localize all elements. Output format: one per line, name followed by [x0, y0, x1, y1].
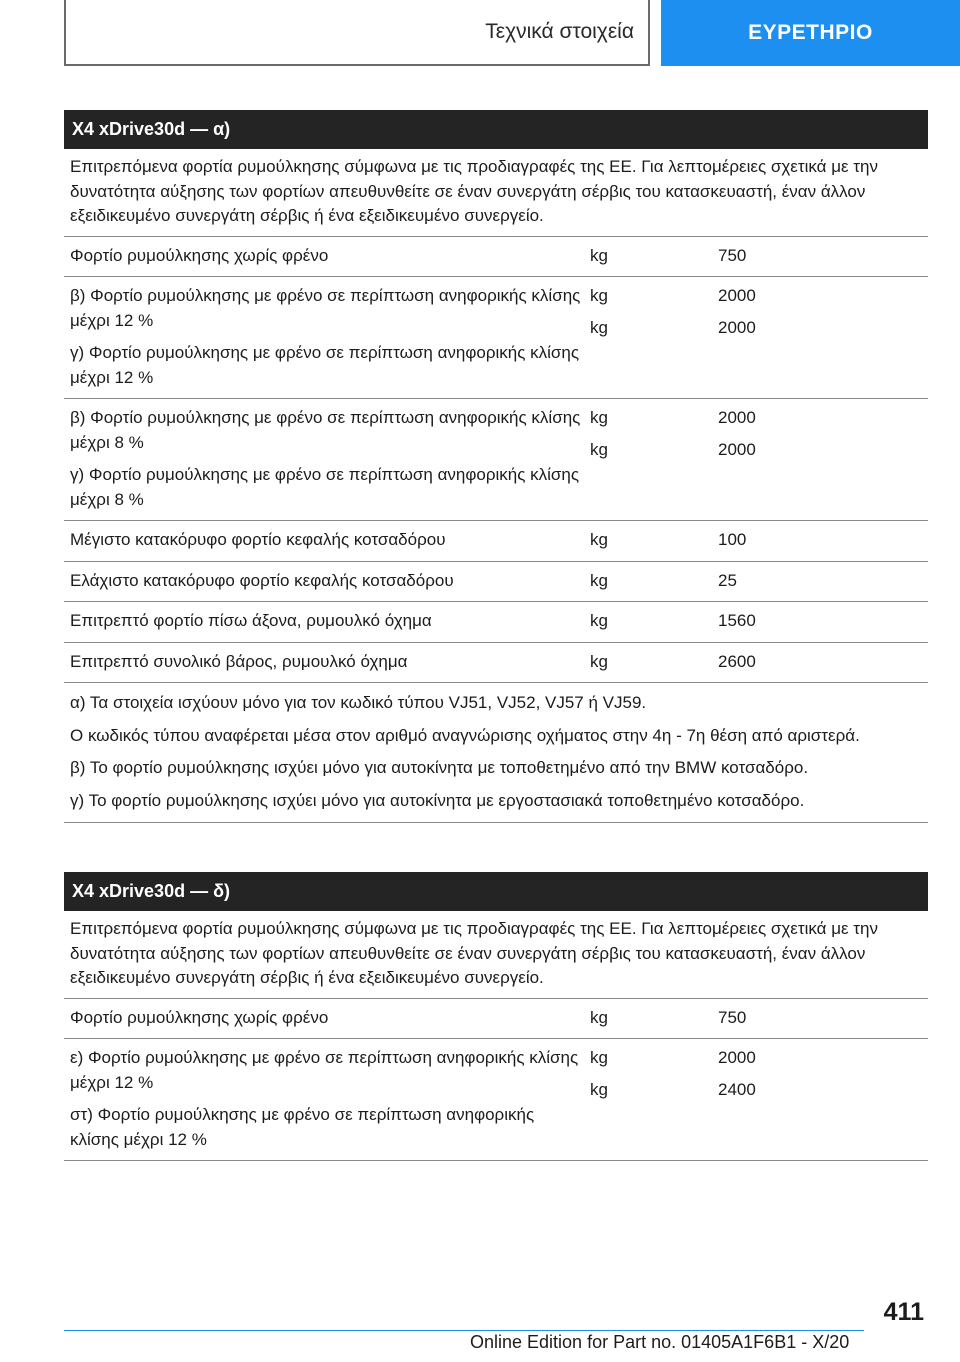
row-label	[64, 277, 584, 398]
row-unit-line: kg	[590, 318, 608, 337]
page-number: 411	[883, 1298, 924, 1326]
row-unit-line: kg	[590, 440, 608, 459]
row-unit: kg	[590, 651, 608, 671]
row-label: Επιτρεπτό συνολικό βάρος, ρυμουλκό όχημα	[70, 651, 408, 671]
row-label-line: ε) Φορτίο ρυμούλκησης με φρένο σε περίπτωση ανηφορικής κλίσης μέχρι 12 %	[70, 1048, 579, 1092]
row-value-line: 2400	[718, 1080, 756, 1099]
row-label: Μέγιστο κατακόρυφο φορτίο κεφαλής κοτσαδόρου	[70, 530, 446, 549]
row-value: 100	[718, 530, 747, 549]
tab-technical-data[interactable]: Τεχνικά στοιχεία	[64, 0, 650, 66]
footnote: β) Το φορτίο ρυμούλκησης ισχύει μόνο για αυτοκίνητα με τοποθετημένο από την BMW κοτσαδόρο.	[70, 758, 809, 777]
row-label	[64, 399, 584, 520]
footer-divider	[64, 1330, 864, 1331]
row-label-line: β) Φορτίο ρυμούλκησης με φρένο σε περίπτωση ανηφορικής κλίσης μέχρι 12 %	[70, 286, 581, 330]
row-label-line: γ) Φορτίο ρυμούλκησης με φρένο σε περίπτωση ανηφορικής κλίσης μέχρι 12 %	[70, 343, 580, 387]
footnotes	[64, 683, 928, 823]
table-row	[64, 562, 928, 603]
table-row	[64, 602, 928, 643]
footnote: γ) Το φορτίο ρυμούλκησης ισχύει μόνο για αυτοκίνητα με εργοστασιακά τοποθετημένο κοτσαδόρο.	[70, 790, 805, 810]
table-row	[64, 643, 928, 684]
section-heading: X4 xDrive30d — α)	[64, 110, 928, 149]
footnote: α) Τα στοιχεία ισχύουν μόνο για τον κωδικό τύπου VJ51, VJ52, VJ57 ή VJ59.	[70, 693, 647, 712]
row-value-line: 2000	[718, 286, 756, 305]
row-unit-line: kg	[590, 1080, 608, 1099]
row-value	[718, 277, 928, 398]
row-value	[718, 1039, 928, 1160]
row-value: 750	[718, 1007, 747, 1027]
row-unit: kg	[590, 570, 608, 590]
section-intro: Επιτρεπόμενα φορτία ρυμούλκησης σύμφωνα με τις προδιαγραφές της ΕΕ. Για λεπτομέρειες σχετικά με την δυνατότητα αύξησης των φορτίων απευθυνθείτε σε έναν συνεργάτη σέρβις του κατασκευαστή, έναν άλλον εξειδικευμένο συνεργάτη σέρβις ή ένα εξειδικευμένο συνεργείο.	[64, 149, 928, 237]
row-unit-line: kg	[590, 1048, 608, 1067]
row-unit: kg	[590, 530, 608, 549]
row-label: Φορτίο ρυμούλκησης χωρίς φρένο	[70, 245, 329, 265]
table-row	[64, 999, 928, 1040]
table-row	[64, 1039, 928, 1161]
footer-edition-text: Online Edition for Part no. 01405A1F6B1 - X/20	[470, 1332, 850, 1352]
spec-section-a	[64, 110, 928, 823]
footnote: Ο κωδικός τύπου αναφέρεται μέσα στον αριθμό αναγνώρισης οχήματος στην 4η - 7η θέση από αριστερά.	[70, 725, 860, 745]
row-label: Ελάχιστο κατακόρυφο φορτίο κεφαλής κοτσαδόρου	[70, 570, 454, 590]
row-value: 2600	[718, 651, 756, 671]
row-unit	[584, 1039, 718, 1160]
row-value-line: 2000	[718, 1048, 756, 1067]
row-value-line: 2000	[718, 318, 756, 337]
row-value: 1560	[718, 611, 756, 630]
row-unit-line: kg	[590, 408, 608, 427]
row-label-line: στ) Φορτίο ρυμούλκησης με φρένο σε περίπτωση ανηφορικής κλίσης μέχρι 12 %	[70, 1105, 535, 1149]
row-unit: kg	[590, 611, 608, 630]
spec-section-d	[64, 872, 928, 1161]
top-navigation	[0, 0, 960, 66]
table-row	[64, 521, 928, 562]
row-label: Φορτίο ρυμούλκησης χωρίς φρένο	[70, 1007, 329, 1027]
row-label	[64, 1039, 584, 1160]
row-value: 25	[718, 570, 737, 590]
row-value-line: 2000	[718, 440, 756, 459]
section-intro: Επιτρεπόμενα φορτία ρυμούλκησης σύμφωνα με τις προδιαγραφές της ΕΕ. Για λεπτομέρειες σχετικά με την δυνατότητα αύξησης των φορτίων απευθυνθείτε σε έναν συνεργάτη σέρβις του κατασκευαστή, έναν άλλον εξειδικευμένο συνεργάτη σέρβις ή ένα εξειδικευμένο συνεργείο.	[64, 911, 928, 999]
row-unit-line: kg	[590, 286, 608, 305]
table-row	[64, 399, 928, 521]
row-label-line: β) Φορτίο ρυμούλκησης με φρένο σε περίπτωση ανηφορικής κλίσης μέχρι 8 %	[70, 408, 581, 452]
row-unit	[584, 277, 718, 398]
row-unit: kg	[590, 245, 608, 265]
table-row	[64, 277, 928, 399]
section-heading: X4 xDrive30d — δ)	[64, 872, 928, 911]
row-unit	[584, 399, 718, 520]
row-value-line: 2000	[718, 408, 756, 427]
tab-index[interactable]: ΕΥΡΕΤΗΡΙΟ	[661, 0, 960, 66]
row-unit: kg	[590, 1007, 608, 1027]
table-row	[64, 237, 928, 278]
row-value	[718, 399, 928, 520]
row-value: 750	[718, 245, 747, 265]
row-label-line: γ) Φορτίο ρυμούλκησης με φρένο σε περίπτωση ανηφορικής κλίσης μέχρι 8 %	[70, 465, 580, 509]
row-label: Επιτρεπτό φορτίο πίσω άξονα, ρυμουλκό όχημα	[70, 611, 432, 630]
